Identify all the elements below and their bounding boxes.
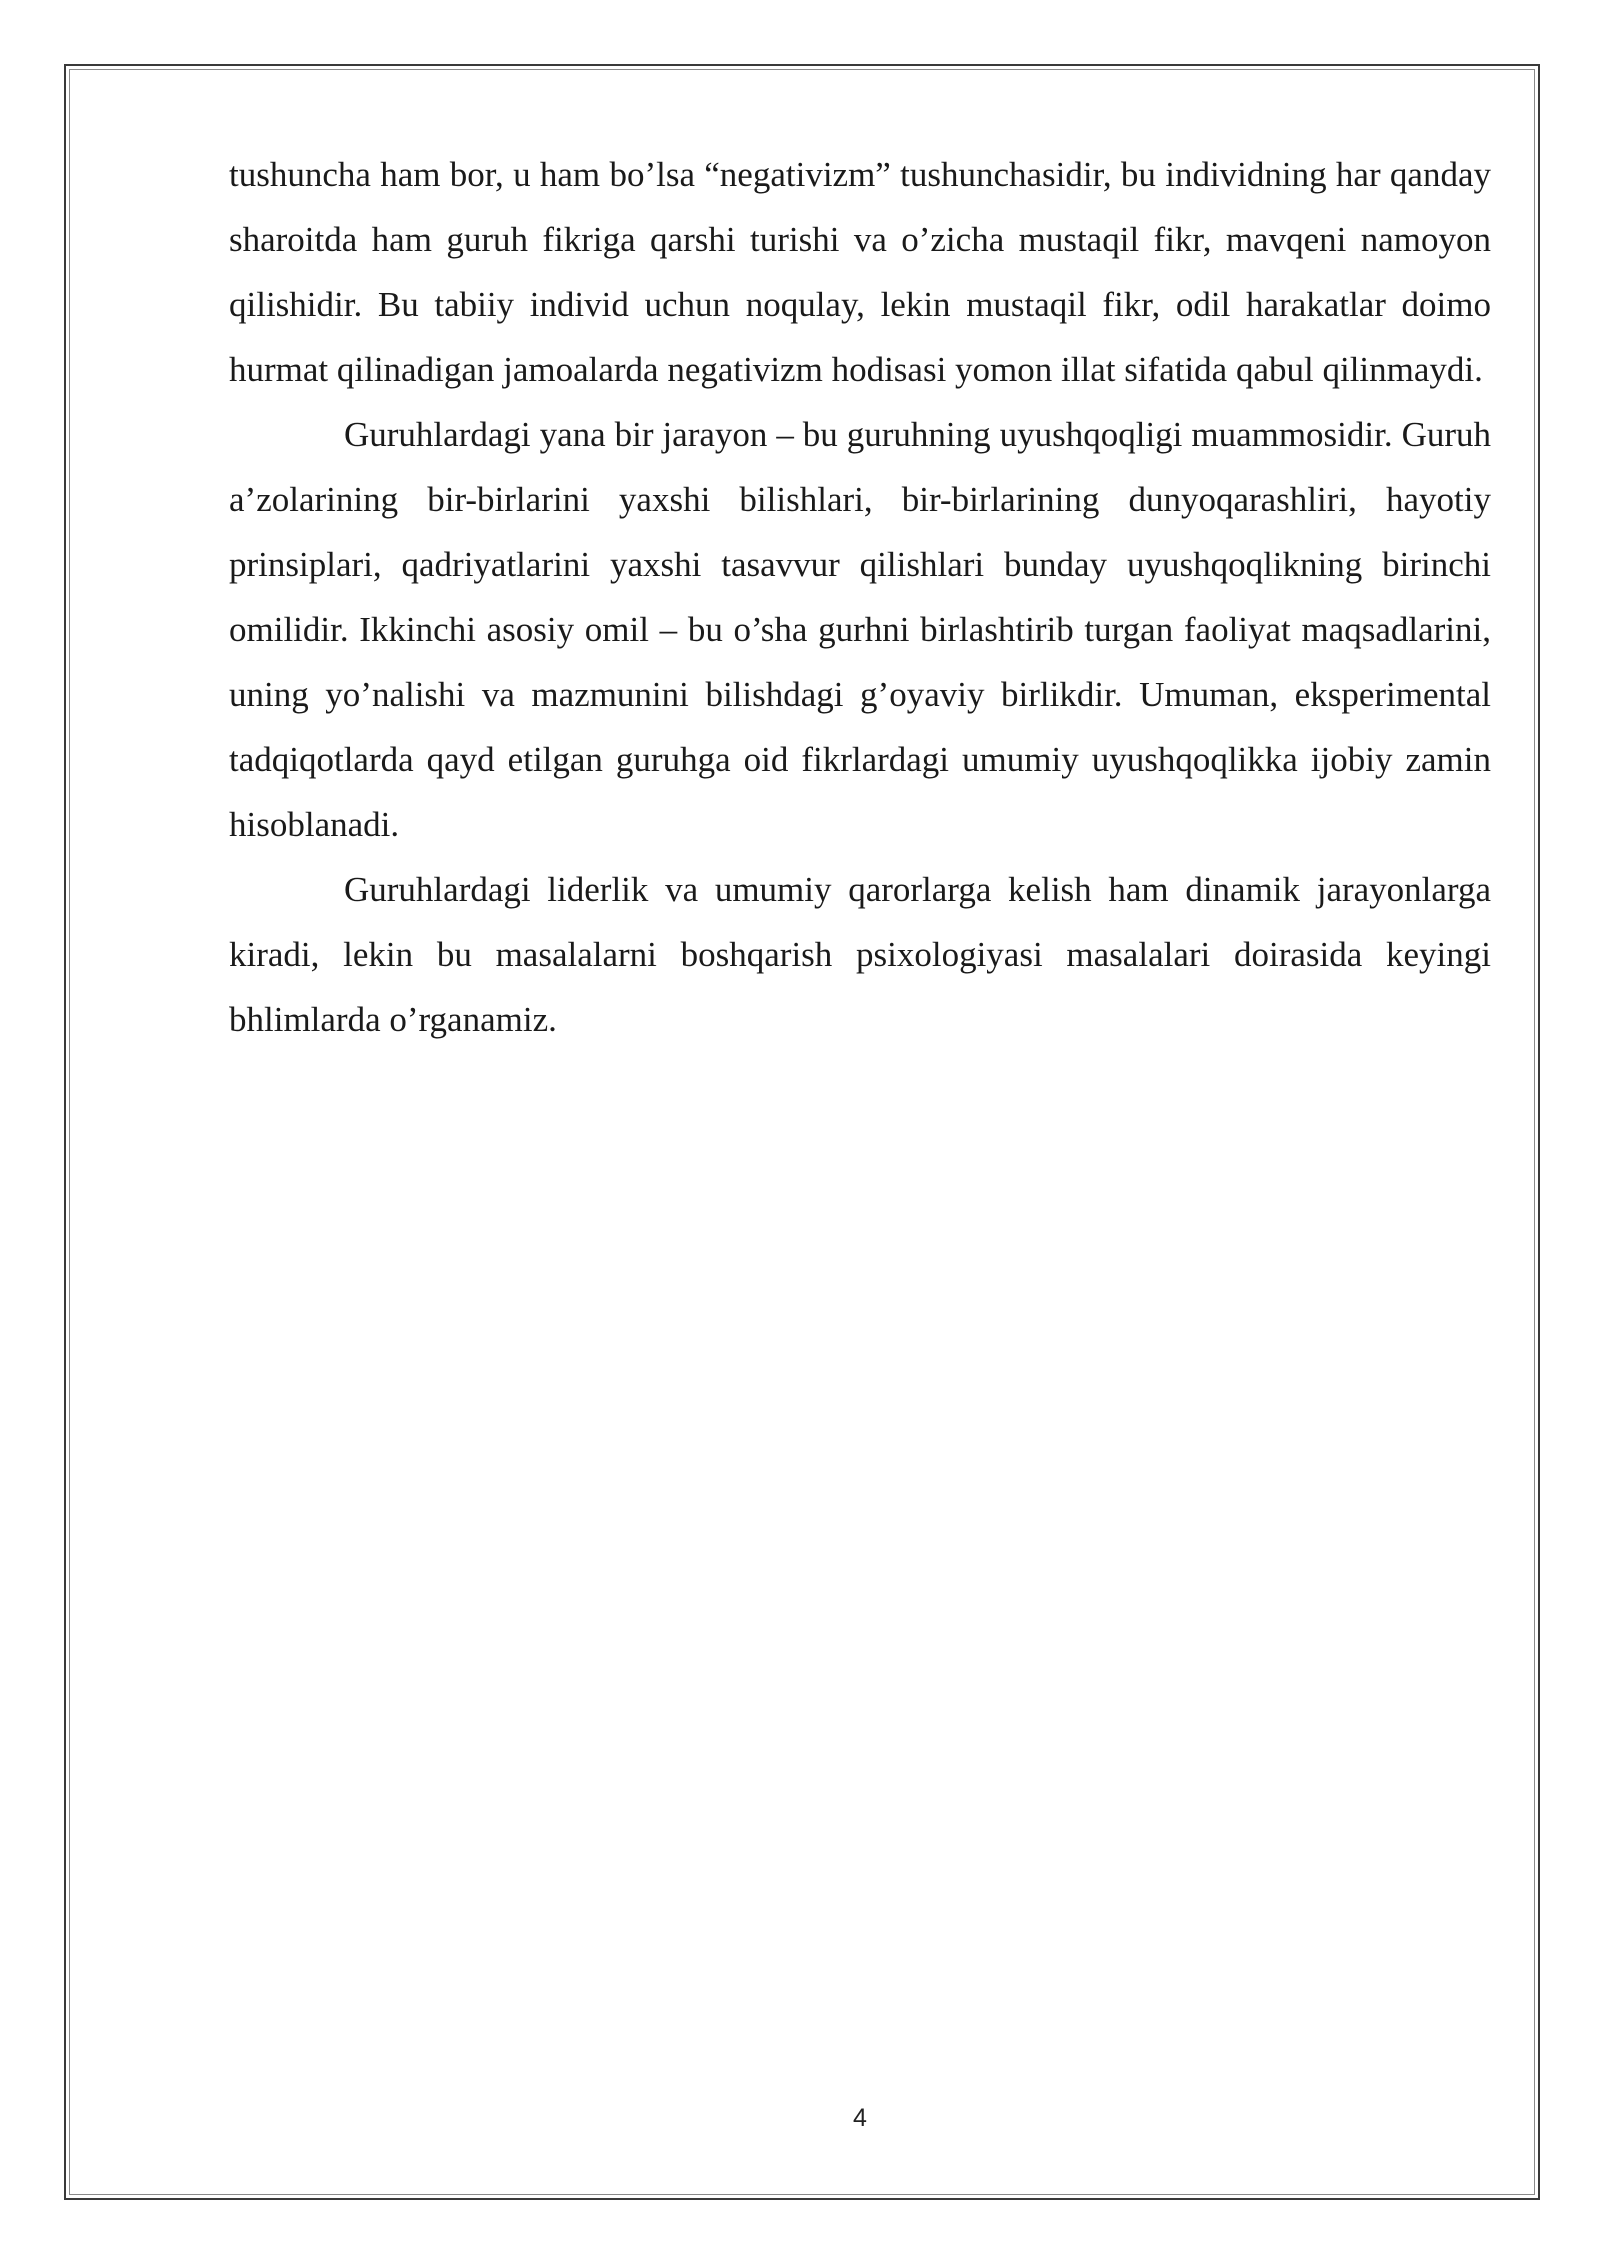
paragraph-continuation: tushuncha ham bor, u ham bo’lsa “negativizm” tushunchasidir, bu individning har qanday sharoitda ham guruh fikriga qarshi turishi va o’zicha mustaqil fikr, mavqeni namoyon qilishidir. Bu tabiiy individ uchun noqulay, lekin mustaqil fikr, odil harakatlar doimo hurmat qilinadigan jamoalarda negativizm hodisasi yomon illat sifatida qabul qilinmaydi. <box>229 155 1491 389</box>
page-number: 4 <box>853 2104 867 2132</box>
document-body <box>229 142 1491 1052</box>
paragraph-leadership: Guruhlardagi liderlik va umumiy qarorlarga kelish ham dinamik jarayonlarga kiradi, lekin bu masalalarni boshqarish psixologiyasi masalalari doirasida keyingi bhlimlarda o’rganamiz. <box>229 870 1491 1039</box>
paragraph-cohesion: Guruhlardagi yana bir jarayon – bu guruhning uyushqoqligi muammosidir. Guruh a’zolarining bir-birlarini yaxshi bilishlari, bir-birlarining dunyoqarashliri, hayotiy prinsiplari, qadriyatlarini yaxshi tasavvur qilishlari bunday uyushqoqlikning birinchi omilidir. Ikkinchi asosiy omil – bu o’sha gurhni birlashtirib turgan faoliyat maqsadlarini, uning yo’nalishi va mazmunini bilishdagi g’oyaviy birlikdir. Umuman, eksperimental tadqiqotlarda qayd etilgan guruhga oid fikrlardagi umumiy uyushqoqlikka ijobiy zamin hisoblanadi. <box>229 415 1491 844</box>
